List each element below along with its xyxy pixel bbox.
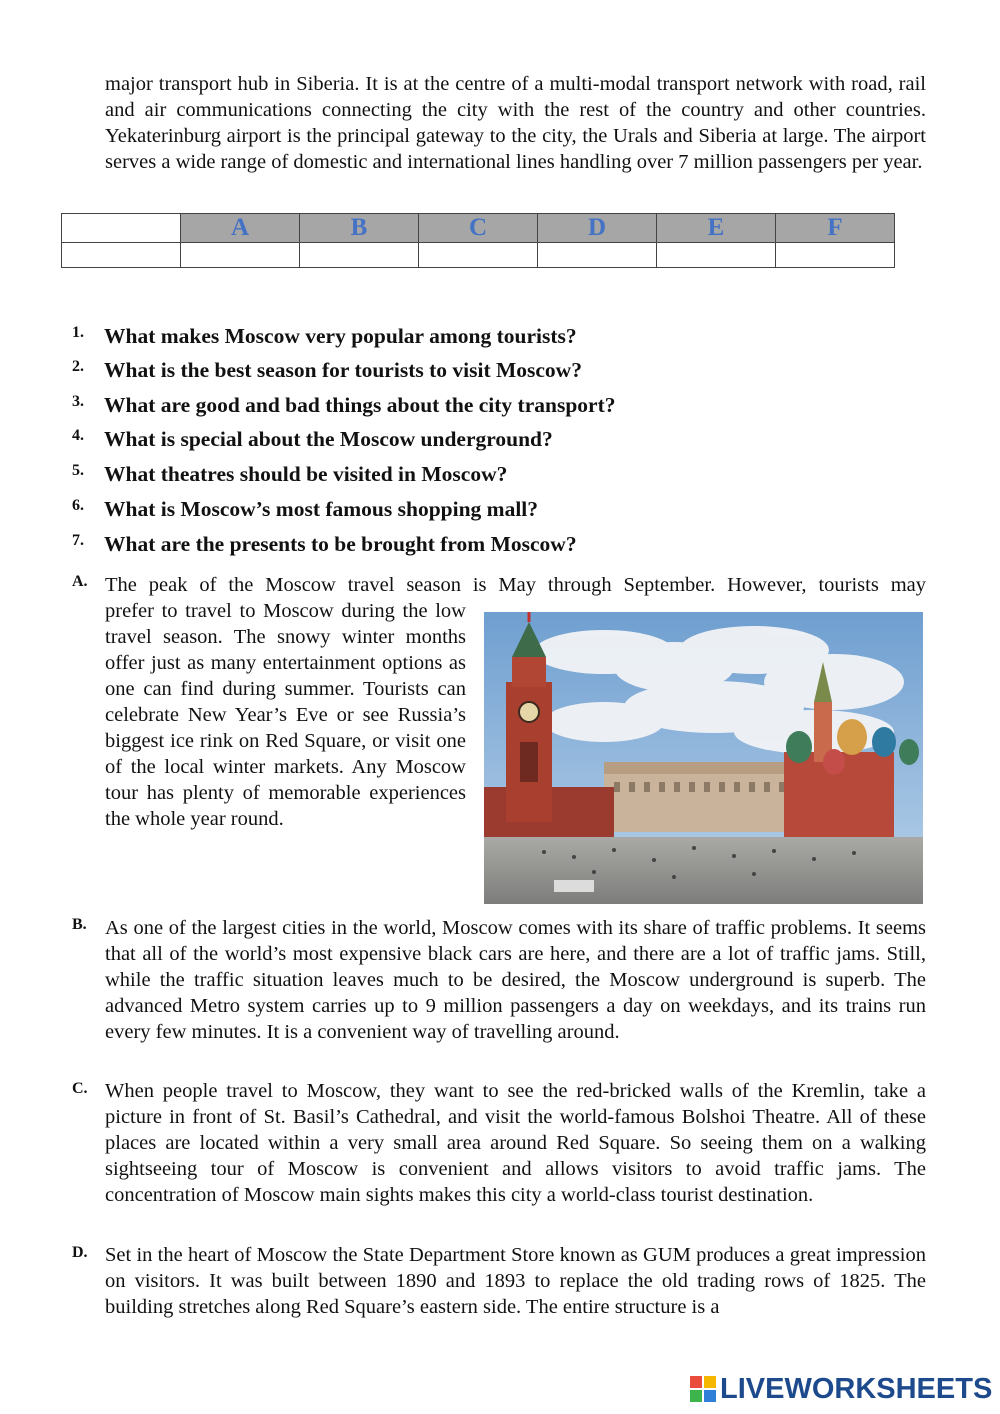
section-c-paragraph: When people travel to Moscow, they want to see the red-bricked walls of the Kremlin, take a picture in front of St. Basil’s Cathedral, and visit the world-famous Bolshoi Theatre. All of these places are located within a very small area around Red Square. So seeing them on a walking sightseeing tour of Moscow is convenient and allows visitors to avoid traffic jams. The concentration of Moscow main sights makes this city a world-class tourist destination. bbox=[105, 1080, 926, 1206]
question-number: 7. bbox=[72, 532, 84, 549]
question-text: What theatres should be visited in Moscow? bbox=[104, 462, 508, 486]
answer-table bbox=[61, 213, 895, 268]
answer-input-e[interactable] bbox=[657, 243, 776, 268]
question-text: What are the presents to be brought from Moscow? bbox=[104, 532, 577, 556]
answer-letter-c: C bbox=[419, 214, 538, 243]
section-c-letter: C. bbox=[72, 1080, 88, 1097]
section-b-paragraph: As one of the largest cities in the world, Moscow comes with its share of traffic problems. It seems that all of the world’s most expensive black cars are here, and there are a lot of traffic jams. Still, while the traffic situation leaves much to be desired, the Moscow underground is superb. The advanced Metro system carries up to 9 million passengers a day on weekdays, and its trains run every few minutes. It is a convenient way of travelling around. bbox=[105, 917, 926, 1043]
answer-letter-f: F bbox=[776, 214, 895, 243]
answer-row-label-cell bbox=[62, 243, 181, 268]
question-number: 4. bbox=[72, 427, 84, 444]
logo-square-red bbox=[690, 1376, 702, 1388]
question-text: What is Moscow’s most famous shopping mall? bbox=[104, 497, 539, 521]
question-text: What are good and bad things about the city transport? bbox=[104, 393, 616, 417]
section-a-paragraph: prefer to travel to Moscow during the low travel season. The snowy winter months offer just as many entertainment options as one can find during summer. Tourists can celebrate New Year’s Eve or see Russia’s biggest ice rink on Red Square, or visit one of the local winter markets. Any Moscow tour has plenty of memorable experiences the whole year round. bbox=[105, 600, 466, 830]
liveworksheets-logo bbox=[690, 1373, 992, 1405]
liveworksheets-wordmark: LIVEWORKSHEETS bbox=[720, 1372, 993, 1405]
answer-input-b[interactable] bbox=[300, 243, 419, 268]
answer-input-f[interactable] bbox=[776, 243, 895, 268]
answer-input-d[interactable] bbox=[538, 243, 657, 268]
answer-letter-a: A bbox=[181, 214, 300, 243]
answer-table-input-row bbox=[62, 243, 895, 268]
intro-paragraph: major transport hub in Siberia. It is at the centre of a multi-modal transport network with road, rail and air communications connecting the city with the rest of the country and other countries. Yekaterinburg airport is the principal gateway to the city, the Urals and Siberia at large. The airport serves a wide range of domestic and international lines handling over 7 million passengers per year. bbox=[105, 73, 926, 173]
answer-letter-d: D bbox=[538, 214, 657, 243]
question-number: 3. bbox=[72, 393, 84, 410]
answer-letter-b: B bbox=[300, 214, 419, 243]
red-square-photo bbox=[484, 612, 923, 904]
question-number: 5. bbox=[72, 462, 84, 479]
question-text: What is special about the Moscow underground? bbox=[104, 427, 553, 451]
liveworksheets-mark-icon bbox=[690, 1376, 716, 1402]
question-text: What is the best season for tourists to visit Moscow? bbox=[104, 358, 582, 382]
logo-square-green bbox=[690, 1390, 702, 1402]
section-a-first-line: The peak of the Moscow travel season is May through September. However, tourists may bbox=[105, 574, 926, 596]
question-text: What makes Moscow very popular among tourists? bbox=[104, 324, 577, 348]
answer-table-header-row bbox=[62, 214, 895, 243]
logo-square-blue bbox=[704, 1390, 716, 1402]
answer-input-c[interactable] bbox=[419, 243, 538, 268]
answer-input-a[interactable] bbox=[181, 243, 300, 268]
question-number: 2. bbox=[72, 358, 84, 375]
section-a-letter: A. bbox=[72, 573, 88, 590]
section-d-paragraph: Set in the heart of Moscow the State Department Store known as GUM produces a great impression on visitors. It was built between 1890 and 1893 to replace the old trading rows of 1825. The building stretches along Red Square’s eastern side. The entire structure is a bbox=[105, 1244, 926, 1318]
question-number: 6. bbox=[72, 497, 84, 514]
answer-letter-e: E bbox=[657, 214, 776, 243]
answer-table-corner-cell bbox=[62, 214, 181, 243]
question-number: 1. bbox=[72, 324, 84, 341]
red-square-illustration bbox=[484, 612, 923, 904]
section-b-letter: B. bbox=[72, 916, 87, 933]
logo-square-yellow bbox=[704, 1376, 716, 1388]
section-d-letter: D. bbox=[72, 1244, 88, 1261]
